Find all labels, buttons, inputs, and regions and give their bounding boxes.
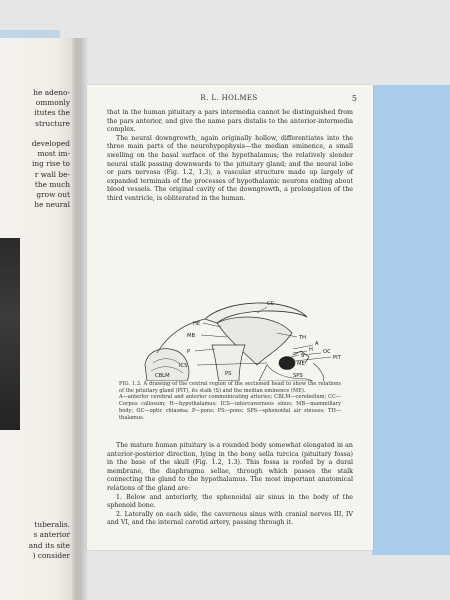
left-line: developed [31,139,70,149]
relation-list-item: 1. Below and anteriorly, the sphenoidal air sinus in the body of the sphenoid bone. [107,493,353,510]
mature-pituitary-paragraph: The mature human pituitary is a rounded body somewhat elongated in an anterior-posterior direction, lying in the bony sella turcica (pituitary fossa) in the base of the skull (Fig. 1.2, 1.3). This fossa is roofed by a dural membrane, the diaphragma sellae, through which passes the stalk connecting the gland to the hypothalamus. The most important anatomical relations of the gland are: [107,442,353,492]
left-line: ommonly [35,98,70,108]
figure-caption-key: A—anterior cerebral and anterior communicating arteries; CBLM—cerebellum; CC—Corpus callosum; H—hypothalamus; ICS—intercavernous sinus; MB—mammillary body; OC—optic chiasma; P—pons; PS—pons; SPS—sphenoidal air sinuses; TH—thalamus. [119,394,341,421]
label-sps: SPS [293,373,303,379]
label-he: HE [193,321,201,327]
label-mb: MB [187,333,196,339]
left-line: itutes the [34,108,70,118]
book-spine-shadow [72,38,88,600]
running-header-author: R. L. HOLMES [200,94,258,102]
label-cc: CC [267,301,275,307]
left-line: and its site [28,540,70,550]
label-p: P [187,349,191,355]
label-ics: ICS [179,363,188,369]
label-cblm: CBLM [155,373,170,379]
brain-section-drawing [117,293,357,381]
left-line: most im- [37,149,70,159]
label-pit: PIT [333,355,341,361]
left-line: he neural [34,200,70,210]
left-line: he adeno- [33,88,70,97]
upper-text-block [107,109,353,204]
relation-list-item: 2. Laterally on each side, the cavernous sinus with cranial nerves III, IV and VI, and the internal carotid artery, passing through it. [107,510,353,527]
left-page-photo [0,238,20,430]
left-line: s anterior [33,530,70,540]
page-number: 5 [351,94,357,103]
label-th: TH [299,335,307,341]
blue-backdrop [372,85,450,555]
book-page [87,85,373,550]
label-a: A [315,341,319,347]
label-me: ME [297,361,305,367]
left-line: the much [34,179,70,189]
left-line: ing rise to [31,159,70,169]
figure-caption [119,381,341,421]
label-ps: PS [225,371,232,377]
left-page-text [0,88,70,210]
left-line: structure [35,118,70,128]
neural-downgrowth-paragraph: The neural downgrowth, again originally hollow, differentiates into the three main parts of the neurohypophysis—the median eminence, a small swelling on the basal surface of the hypothalamus; the relatively slender neural stalk passing downwards to the pituitary gland; and the neural lobe or pars nervosa (Fig. 1.2, 1.3), a vascular structure made up largely of expanded terminals of the processes of hypothalamic neurons ending about blood vessels. The original cavity of the downgrowth, a prolongation of the third ventricle, is obliterated in the human. [107,134,353,202]
left-line [0,129,70,139]
left-line: tuberalis. [34,520,70,529]
figure-caption-lead: FIG. 1.3. A drawing of the central region of the sectioned head to show the relations of the pituitary gland (PIT), its stalk (S) and the median eminence (ME). [119,381,341,394]
label-h: H [309,347,313,353]
label-oc: OC [323,349,331,355]
lower-text-block [107,442,353,528]
running-header [101,94,357,105]
left-line: grow out [36,190,70,200]
label-s: S [301,353,305,359]
intro-paragraph: that in the human pituitary a pars intermedia cannot be distinguished from the pars anterior, and give the name pars distalis to the anterior-intermedia complex. [107,109,353,134]
left-page-bottom-text [0,520,70,562]
left-line: ) consider [32,551,70,561]
left-line: r wall be- [34,169,70,179]
